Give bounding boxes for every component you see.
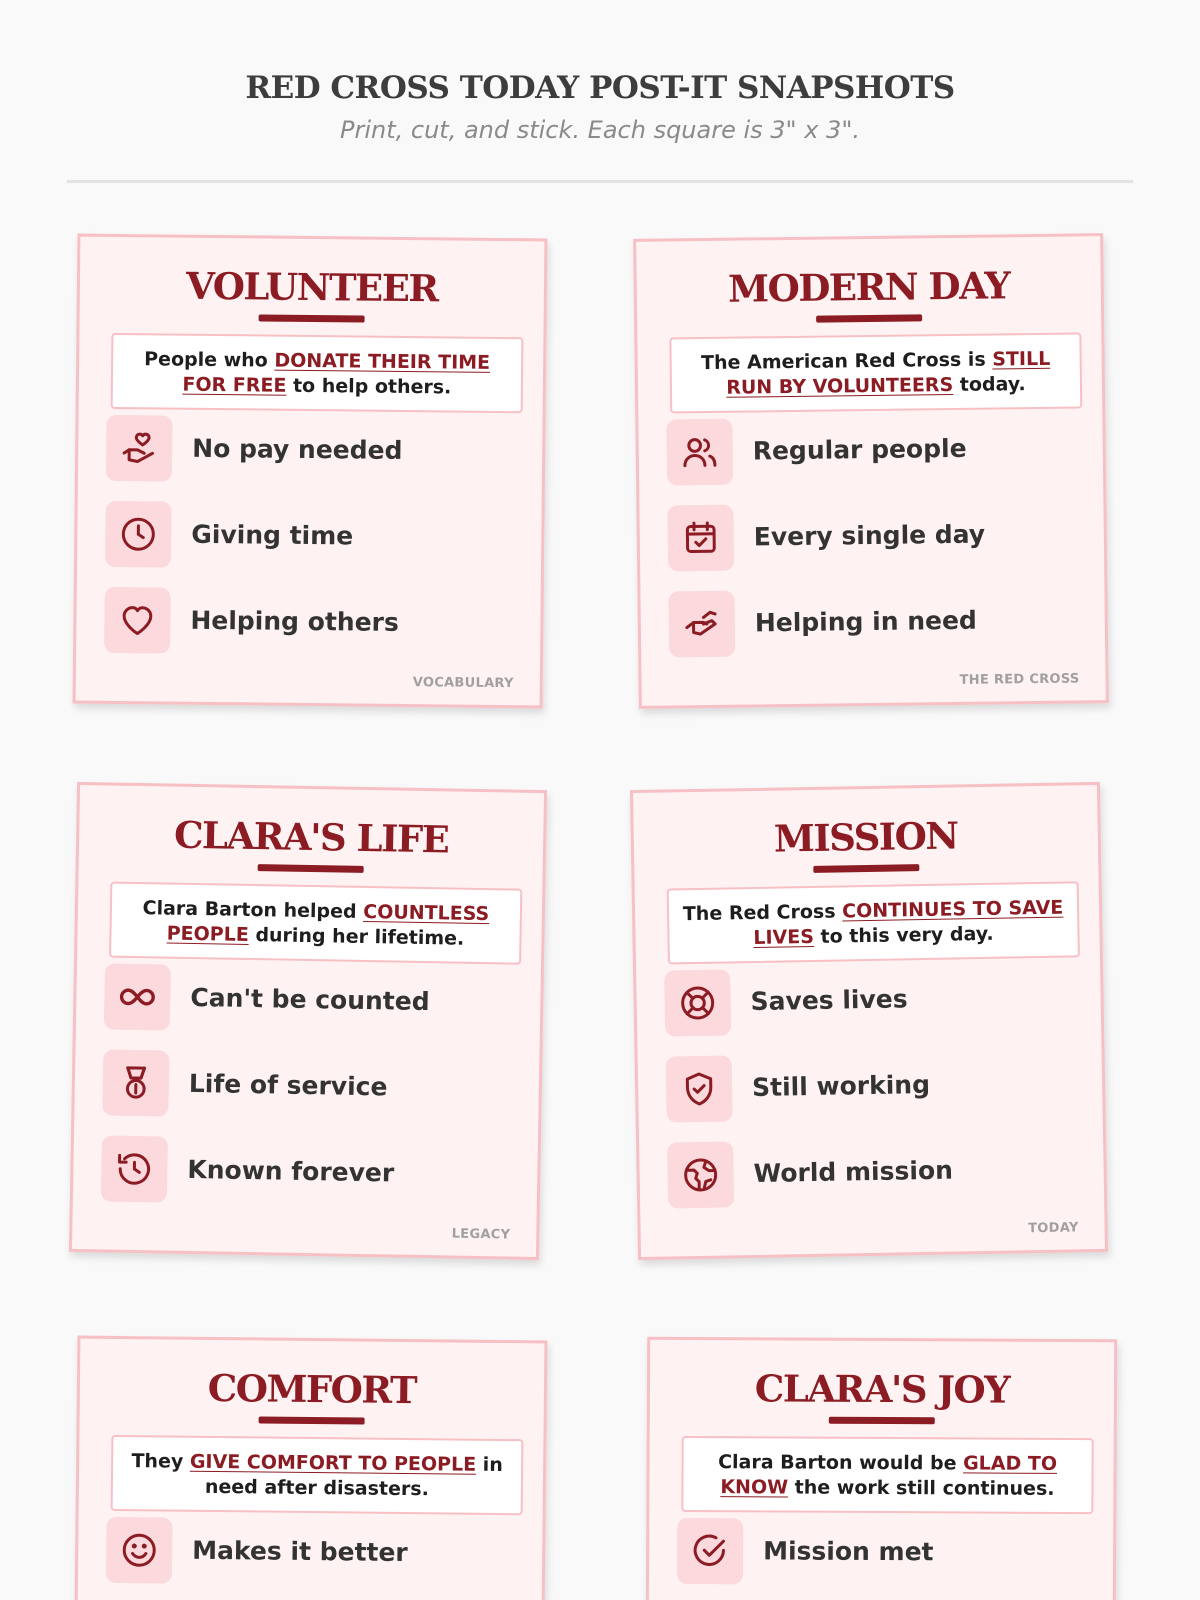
item-label: Mission met xyxy=(763,1536,934,1567)
definition-box xyxy=(681,1436,1093,1514)
medal-icon xyxy=(102,1049,169,1116)
item-label: Makes it better xyxy=(192,1535,408,1568)
definition-box xyxy=(111,333,524,413)
definition-keyword: DONATE THEIR TIME FOR FREE xyxy=(182,349,491,397)
definition-text: to help others. xyxy=(286,374,452,399)
definition-keyword: COUNTLESS PEOPLE xyxy=(166,900,490,946)
smile-icon xyxy=(106,1517,173,1584)
title-underline xyxy=(259,314,365,322)
clock-icon xyxy=(105,501,172,568)
definition-box xyxy=(667,881,1080,964)
list-item xyxy=(664,964,1065,1037)
card-tag: LEGACY xyxy=(451,1226,511,1243)
title-underline xyxy=(259,1416,365,1424)
globe-icon xyxy=(667,1141,734,1208)
card-modern-day xyxy=(633,233,1109,709)
definition-text: Clara Barton helped xyxy=(142,897,364,923)
item-label: Helping in need xyxy=(754,605,978,638)
list-item xyxy=(101,1135,502,1208)
page-subtitle: Print, cut, and stick. Each square is 3" x 3". xyxy=(339,116,860,144)
item-label: Can't be counted xyxy=(190,982,430,1017)
card-title: MISSION xyxy=(773,813,959,861)
definition-keyword: GLAD TO KNOW xyxy=(720,1452,1058,1499)
definition-text: People who xyxy=(144,348,275,372)
definition-box xyxy=(669,332,1082,413)
definition-box xyxy=(111,1435,524,1515)
list-item xyxy=(106,415,507,485)
item-label: Still working xyxy=(751,1069,931,1103)
page-header xyxy=(0,70,1200,144)
card-claras-joy xyxy=(645,1337,1117,1600)
list-item xyxy=(105,501,506,571)
card-title: VOLUNTEER xyxy=(185,263,438,311)
item-label: Regular people xyxy=(752,433,967,466)
definition-text: The Red Cross xyxy=(682,900,843,926)
definition-text: during her lifetime. xyxy=(248,923,465,950)
list-item xyxy=(106,1517,507,1587)
heart-icon xyxy=(104,587,171,654)
infinity-icon xyxy=(104,963,171,1030)
card-title: COMFORT xyxy=(207,1365,417,1413)
card-tag: TODAY xyxy=(1028,1220,1079,1237)
definition-text: in need after disasters. xyxy=(204,1453,503,1501)
card-comfort xyxy=(73,1336,548,1600)
title-underline xyxy=(829,1417,935,1425)
definition-text: They xyxy=(131,1450,191,1473)
definition-text: today. xyxy=(953,373,1026,396)
helping-hand-icon xyxy=(668,591,735,658)
shield-check-icon xyxy=(666,1055,733,1122)
card-tag: VOCABULARY xyxy=(412,675,514,692)
check-circle-icon xyxy=(677,1518,743,1584)
list-item xyxy=(667,501,1068,572)
title-underline xyxy=(813,864,919,873)
card-title: MODERN DAY xyxy=(727,263,1010,311)
list-item xyxy=(104,587,505,657)
card-title: CLARA'S JOY xyxy=(754,1366,1010,1412)
definition-text: Clara Barton would be xyxy=(718,1451,964,1475)
definition-keyword: STILL RUN BY VOLUNTEERS xyxy=(726,347,1051,399)
item-label: World mission xyxy=(753,1155,954,1189)
title-underline xyxy=(816,314,922,322)
list-item xyxy=(666,415,1067,486)
header-divider xyxy=(67,180,1133,183)
list-item xyxy=(102,1049,503,1122)
lifebuoy-icon xyxy=(664,969,731,1036)
item-label: Life of service xyxy=(188,1068,388,1102)
card-volunteer xyxy=(73,234,548,709)
definition-keyword: CONTINUES TO SAVE LIVES xyxy=(753,896,1064,950)
item-label: No pay needed xyxy=(192,433,403,465)
card-claras-life xyxy=(69,782,547,1260)
item-label: Helping others xyxy=(190,605,399,637)
list-item xyxy=(667,1136,1068,1209)
definition-text: The American Red Cross is xyxy=(700,348,993,375)
calendar-check-icon xyxy=(667,505,734,572)
definition-box xyxy=(109,882,522,965)
list-item xyxy=(666,1050,1067,1123)
list-item xyxy=(668,587,1069,658)
card-title: CLARA'S LIFE xyxy=(173,812,449,862)
card-mission xyxy=(630,782,1108,1260)
list-item xyxy=(677,1518,1077,1586)
item-label: Every single day xyxy=(753,519,986,552)
item-label: Saves lives xyxy=(750,984,908,1017)
definition-text: to this very day. xyxy=(813,922,994,948)
item-label: Known forever xyxy=(187,1154,395,1188)
definition-text: the work still continues. xyxy=(788,1476,1055,1500)
item-label: Giving time xyxy=(191,519,354,551)
title-underline xyxy=(258,864,364,873)
page-title: RED CROSS TODAY POST-IT SNAPSHOTS xyxy=(245,70,955,106)
hand-heart-icon xyxy=(106,415,173,482)
definition-keyword: GIVE COMFORT TO PEOPLE xyxy=(189,1450,477,1476)
list-item xyxy=(104,963,505,1036)
card-tag: THE RED CROSS xyxy=(959,671,1080,688)
history-icon xyxy=(101,1135,168,1202)
users-icon xyxy=(666,419,733,486)
